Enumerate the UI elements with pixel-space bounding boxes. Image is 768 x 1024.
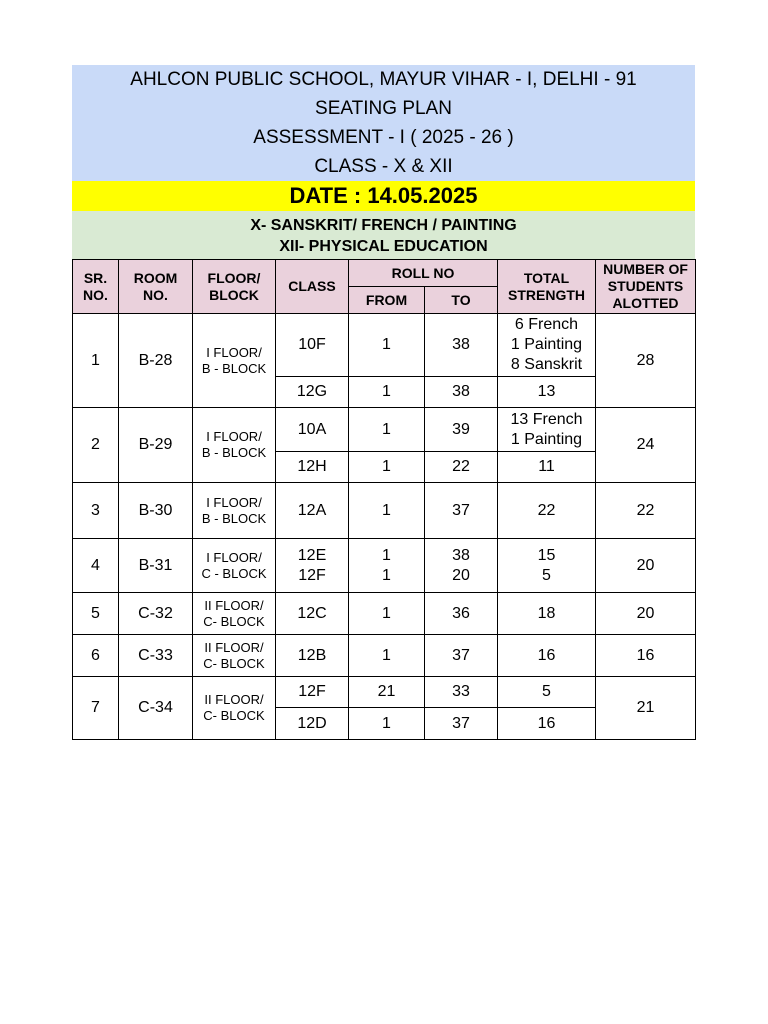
- subjects-banner: [72, 211, 695, 259]
- col-sr-no: SR. NO.: [73, 260, 119, 314]
- floor-cell: I FLOOR/ B - BLOCK: [193, 483, 276, 539]
- class-cell: 12A: [276, 483, 349, 539]
- col-roll-to: TO: [425, 287, 498, 314]
- room-cell: B-29: [119, 408, 193, 483]
- class-cell: 12D: [276, 708, 349, 740]
- class-cell: 12E 12F: [276, 539, 349, 593]
- room-cell: C-33: [119, 635, 193, 677]
- from-cell: 1: [349, 408, 425, 452]
- sr-cell: 7: [73, 677, 119, 740]
- to-cell: 38 20: [425, 539, 498, 593]
- sr-cell: 6: [73, 635, 119, 677]
- strength-cell: 13 French 1 Painting: [498, 408, 596, 452]
- room-cell: B-30: [119, 483, 193, 539]
- alotted-cell: 22: [596, 483, 696, 539]
- to-cell: 37: [425, 708, 498, 740]
- room-cell: C-32: [119, 593, 193, 635]
- alotted-cell: 24: [596, 408, 696, 483]
- class-cell: 12F: [276, 677, 349, 708]
- class-title: CLASS - X & XII: [314, 156, 453, 177]
- strength-cell: 16: [498, 635, 596, 677]
- sr-cell: 4: [73, 539, 119, 593]
- col-room-no: ROOM NO.: [119, 260, 193, 314]
- room-cell: C-34: [119, 677, 193, 740]
- subjects-class-xii: XII- PHYSICAL EDUCATION: [279, 238, 488, 255]
- to-cell: 38: [425, 314, 498, 377]
- room-cell: B-31: [119, 539, 193, 593]
- table-row: [73, 635, 696, 677]
- class-cell: 12C: [276, 593, 349, 635]
- table-row: [73, 408, 696, 452]
- from-cell: 1: [349, 593, 425, 635]
- to-cell: 37: [425, 483, 498, 539]
- class-cell: 10F: [276, 314, 349, 377]
- from-cell: 1: [349, 452, 425, 483]
- col-class: CLASS: [276, 260, 349, 314]
- from-cell: 21: [349, 677, 425, 708]
- class-cell: 12B: [276, 635, 349, 677]
- from-cell: 1: [349, 635, 425, 677]
- floor-cell: I FLOOR/ B - BLOCK: [193, 314, 276, 408]
- subjects-class-x: X- SANSKRIT/ FRENCH / PAINTING: [250, 217, 517, 234]
- from-cell: 1: [349, 377, 425, 408]
- assessment-title: ASSESSMENT - I ( 2025 - 26 ): [253, 127, 514, 148]
- from-cell: 1: [349, 314, 425, 377]
- col-floor-block: FLOOR/ BLOCK: [193, 260, 276, 314]
- alotted-cell: 20: [596, 593, 696, 635]
- seating-table: [72, 259, 696, 740]
- from-cell: 1 1: [349, 539, 425, 593]
- strength-cell: 16: [498, 708, 596, 740]
- from-cell: 1: [349, 708, 425, 740]
- school-header: [72, 65, 695, 181]
- table-row: [73, 677, 696, 708]
- seating-plan-sheet: [72, 65, 695, 740]
- table-row: [73, 483, 696, 539]
- strength-cell: 22: [498, 483, 596, 539]
- floor-cell: I FLOOR/ C - BLOCK: [193, 539, 276, 593]
- class-cell: 12H: [276, 452, 349, 483]
- sr-cell: 1: [73, 314, 119, 408]
- table-row: [73, 539, 696, 593]
- strength-cell: 15 5: [498, 539, 596, 593]
- alotted-cell: 20: [596, 539, 696, 593]
- floor-cell: II FLOOR/ C- BLOCK: [193, 677, 276, 740]
- class-cell: 12G: [276, 377, 349, 408]
- strength-cell: 5: [498, 677, 596, 708]
- to-cell: 36: [425, 593, 498, 635]
- strength-cell: 18: [498, 593, 596, 635]
- alotted-cell: 28: [596, 314, 696, 408]
- table-row: [73, 593, 696, 635]
- sr-cell: 5: [73, 593, 119, 635]
- to-cell: 22: [425, 452, 498, 483]
- strength-cell: 13: [498, 377, 596, 408]
- to-cell: 33: [425, 677, 498, 708]
- col-roll-no: ROLL NO: [349, 260, 498, 287]
- class-cell: 10A: [276, 408, 349, 452]
- col-students-alotted: NUMBER OF STUDENTS ALOTTED: [596, 260, 696, 314]
- sr-cell: 3: [73, 483, 119, 539]
- from-cell: 1: [349, 483, 425, 539]
- to-cell: 38: [425, 377, 498, 408]
- room-cell: B-28: [119, 314, 193, 408]
- floor-cell: I FLOOR/ B - BLOCK: [193, 408, 276, 483]
- table-row: [73, 314, 696, 377]
- floor-cell: II FLOOR/ C- BLOCK: [193, 635, 276, 677]
- col-roll-from: FROM: [349, 287, 425, 314]
- floor-cell: II FLOOR/ C- BLOCK: [193, 593, 276, 635]
- plan-title: SEATING PLAN: [315, 98, 452, 119]
- col-total-strength: TOTAL STRENGTH: [498, 260, 596, 314]
- to-cell: 37: [425, 635, 498, 677]
- to-cell: 39: [425, 408, 498, 452]
- school-name: AHLCON PUBLIC SCHOOL, MAYUR VIHAR - I, DELHI - 91: [130, 69, 637, 90]
- alotted-cell: 21: [596, 677, 696, 740]
- strength-cell: 11: [498, 452, 596, 483]
- sr-cell: 2: [73, 408, 119, 483]
- alotted-cell: 16: [596, 635, 696, 677]
- strength-cell: 6 French 1 Painting 8 Sanskrit: [498, 314, 596, 377]
- exam-date: DATE : 14.05.2025: [72, 181, 695, 211]
